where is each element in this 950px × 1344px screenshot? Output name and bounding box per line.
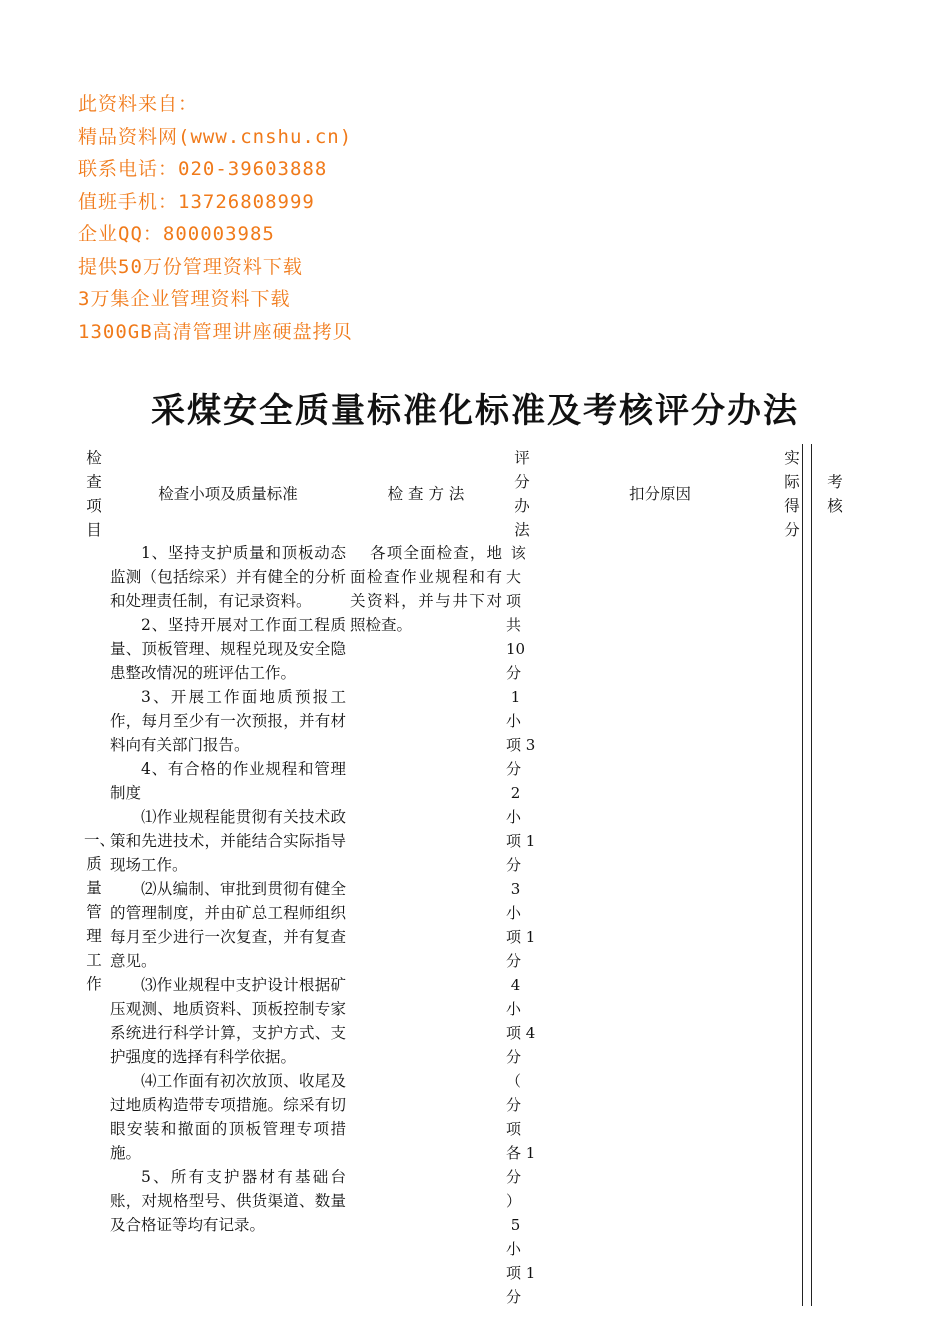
scoring-line: 2 — [506, 784, 521, 802]
scoring-line: 分 — [506, 1168, 522, 1186]
header-check-item: 检查项目 — [86, 449, 102, 539]
source-info-line: 精品资料网(www.cnshu.cn) — [78, 125, 353, 148]
scoring-line: 分 — [506, 664, 522, 682]
scoring-line: 4 — [506, 976, 521, 994]
scoring-line: 项 — [506, 1120, 522, 1138]
standard-subitem: ⑴作业规程能贯彻有关技术政策和先进技术，并能结合实际指导现场工作。 — [110, 808, 346, 874]
scoring-line: 项 3 — [506, 736, 536, 754]
scoring-line: 共 — [506, 616, 522, 634]
inspection-method: 各项全面检查，地面检查作业规程和有关资料，并与井下对照检查。 — [350, 544, 502, 634]
scoring-line: 项 1 — [506, 1264, 536, 1282]
source-info-line: 3万集企业管理资料下载 — [78, 288, 291, 310]
source-info-line: 值班手机：13726808999 — [78, 190, 315, 213]
scoring-method — [506, 541, 542, 1309]
scoring-line: 小 — [506, 808, 522, 826]
column-divider — [802, 444, 803, 1306]
standard-subitem: ⑵从编制、审批到贯彻有健全的管理制度，并由矿总工程师组织每月至少进行一次复查，并有复查意见。 — [110, 880, 346, 970]
standard-item: 3、开展工作面地质预报工作，每月至少有一次预报，并有材料向有关部门报告。 — [110, 688, 346, 754]
standard-item: 4、有合格的作业规程和管理制度 — [110, 760, 346, 802]
scoring-line: 项 — [506, 592, 522, 610]
scoring-line: 分 — [506, 1096, 522, 1114]
scoring-line: 小 — [506, 712, 522, 730]
scoring-line: 大 — [506, 568, 522, 586]
column-divider — [811, 444, 812, 1306]
scoring-line: 小 — [506, 904, 522, 922]
scoring-line: 1 — [506, 688, 521, 706]
scoring-line: 项 1 — [506, 832, 536, 850]
scoring-line: 小 — [506, 1000, 522, 1018]
standard-item: 2、坚持开展对工作面工程质量、顶板管理、规程兑现及安全隐患整改情况的班评估工作。 — [110, 616, 346, 682]
scoring-line: （ — [506, 1072, 522, 1090]
scoring-line: 分 — [506, 1288, 522, 1306]
source-info-line: 企业QQ：800003985 — [78, 223, 275, 245]
check-item-name: 一、质量管理工作 — [84, 831, 116, 993]
scoring-line: 分 — [506, 1048, 522, 1066]
header-actual-score: 实际得分 — [784, 449, 800, 539]
standard-item: 5、所有支护器材有基础台账，对规格型号、供货渠道、数量及合格证等均有记录。 — [110, 1168, 346, 1234]
standard-item: 1、坚持支护质量和顶板动态监测（包括综采）并有健全的分析和处理责任制，有记录资料。 — [110, 544, 346, 610]
scoring-line: 10 — [506, 640, 526, 658]
document-title: 采煤安全质量标准化标准及考核评分办法 — [151, 391, 799, 431]
standard-subitem: ⑷工作面有初次放顶、收尾及过地质构造带专项措施。综采有切眼安装和撤面的顶板管理专项措施。 — [110, 1072, 346, 1162]
scoring-line: 项 1 — [506, 928, 536, 946]
standards-list — [110, 541, 346, 1237]
source-info-list — [78, 88, 353, 348]
standard-subitem: ⑶作业规程中支护设计根据矿压观测、地质资料、顶板控制专家系统进行科学计算，支护方式、支护强度的选择有科学依据。 — [110, 976, 346, 1066]
header-standard: 检查小项及质量标准 — [158, 485, 298, 503]
header-assessment: 考核 — [827, 473, 843, 515]
scoring-line: 项 4 — [506, 1024, 536, 1042]
scoring-line: 3 — [506, 880, 521, 898]
scoring-line: 分 — [506, 952, 522, 970]
scoring-line: 5 — [506, 1216, 521, 1234]
scoring-line: 该 — [506, 544, 526, 562]
header-method: 检 查 方 法 — [387, 485, 465, 503]
scoring-line: 分 — [506, 760, 522, 778]
scoring-line: 小 — [506, 1240, 522, 1258]
source-info-line: 联系电话：020-39603888 — [78, 158, 328, 180]
source-info-line: 此资料来自： — [78, 93, 199, 115]
header-scoring: 评分办法 — [514, 449, 530, 539]
source-info-line: 1300GB高清管理讲座硬盘拷贝 — [78, 320, 353, 343]
scoring-line: 分 — [506, 856, 522, 874]
header-deduction-reason: 扣分原因 — [628, 485, 691, 503]
source-info-line: 提供50万份管理资料下载 — [78, 255, 303, 278]
scoring-line: 各 1 — [506, 1144, 536, 1162]
scoring-line: ） — [506, 1192, 522, 1210]
